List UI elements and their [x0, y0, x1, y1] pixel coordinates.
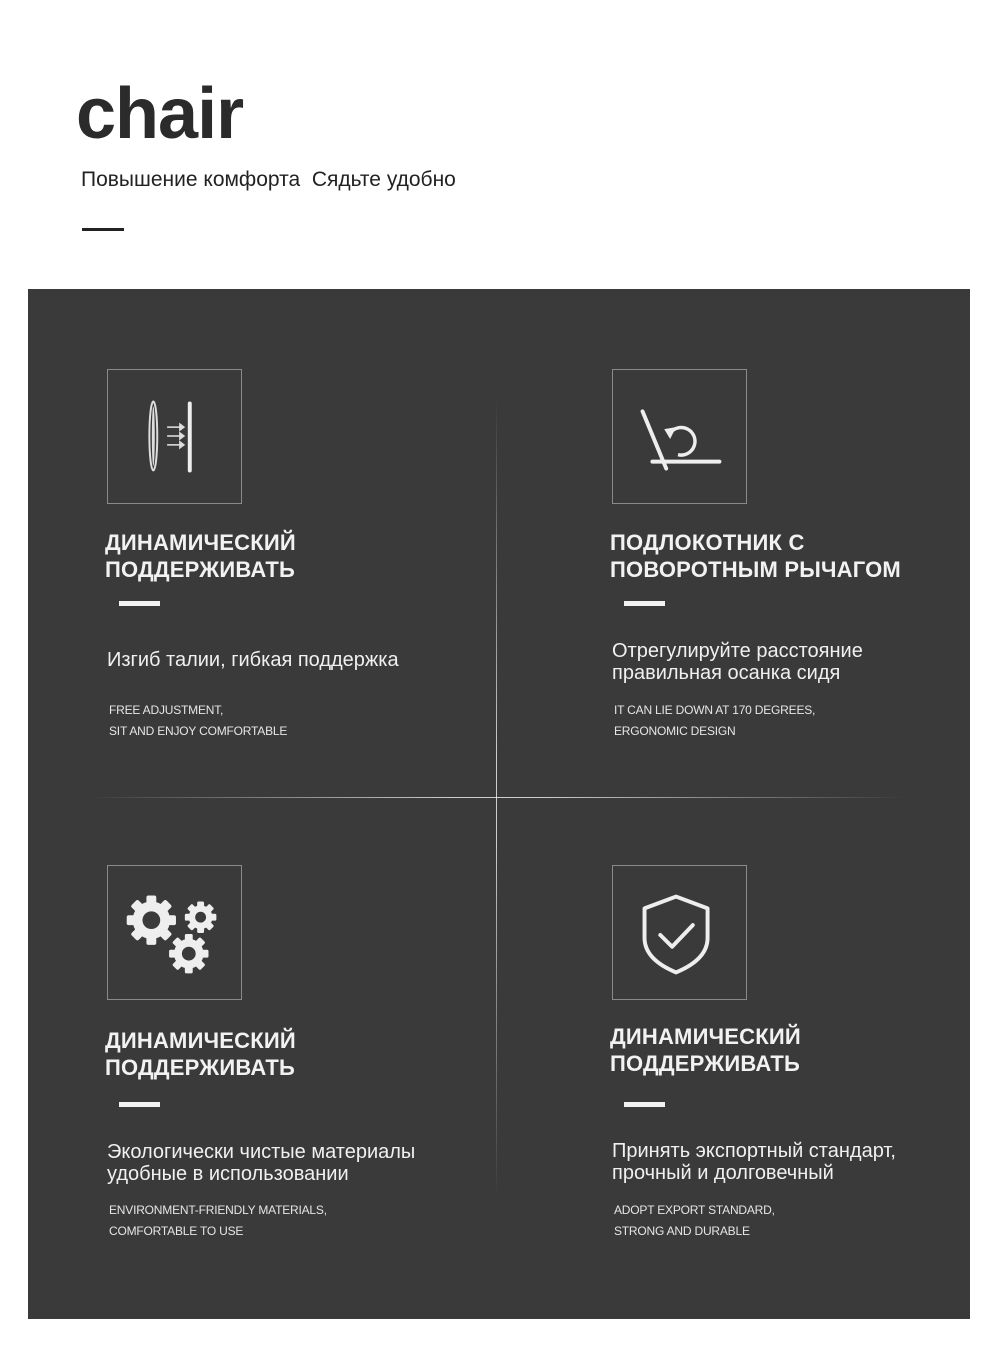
feature-card-armrest [612, 369, 1000, 769]
feature-heading: ДИНАМИЧЕСКИЙ ПОДДЕРЖИВАТЬ [105, 530, 296, 582]
heading-dash [624, 1102, 665, 1107]
heading-dash [119, 601, 160, 606]
feature-card-durability [612, 865, 1000, 1265]
heading-dash [119, 1102, 160, 1107]
feature-description: Экологически чистые материалы удобные в использовании [107, 1141, 416, 1185]
feature-heading: ПОДЛОКОТНИК С ПОВОРОТНЫМ РЫЧАГОМ [610, 530, 901, 582]
title-divider [82, 228, 124, 231]
feature-heading: ДИНАМИЧЕСКИЙ ПОДДЕРЖИВАТЬ [610, 1024, 801, 1076]
lumbar-support-icon [107, 369, 242, 504]
feature-description: Отрегулируйте расстояние правильная осанка сидя [612, 640, 863, 684]
shield-check-icon [612, 865, 747, 1000]
page-subtitle: Повышение комфорта Сядьте удобно [81, 168, 456, 191]
feature-description: Изгиб талии, гибкая поддержка [107, 649, 399, 671]
feature-heading: ДИНАМИЧЕСКИЙ ПОДДЕРЖИВАТЬ [105, 1028, 296, 1080]
horizontal-divider [88, 797, 908, 798]
feature-description: Принять экспортный стандарт, прочный и долговечный [612, 1140, 896, 1184]
feature-english-note: ADOPT EXPORT STANDARD, STRONG AND DURABLE [614, 1203, 775, 1238]
feature-card-lumbar [107, 369, 507, 769]
heading-dash [624, 601, 665, 606]
page-title: chair [76, 74, 244, 154]
feature-card-materials [107, 865, 507, 1265]
recline-angle-icon [612, 369, 747, 504]
features-panel [28, 289, 970, 1319]
feature-english-note: FREE ADJUSTMENT, SIT AND ENJOY COMFORTABLE [109, 703, 288, 738]
gears-icon [107, 865, 242, 1000]
feature-english-note: IT CAN LIE DOWN AT 170 DEGREES, ERGONOMIC DESIGN [614, 703, 816, 738]
feature-english-note: ENVIRONMENT-FRIENDLY MATERIALS, COMFORTABLE TO USE [109, 1203, 327, 1238]
